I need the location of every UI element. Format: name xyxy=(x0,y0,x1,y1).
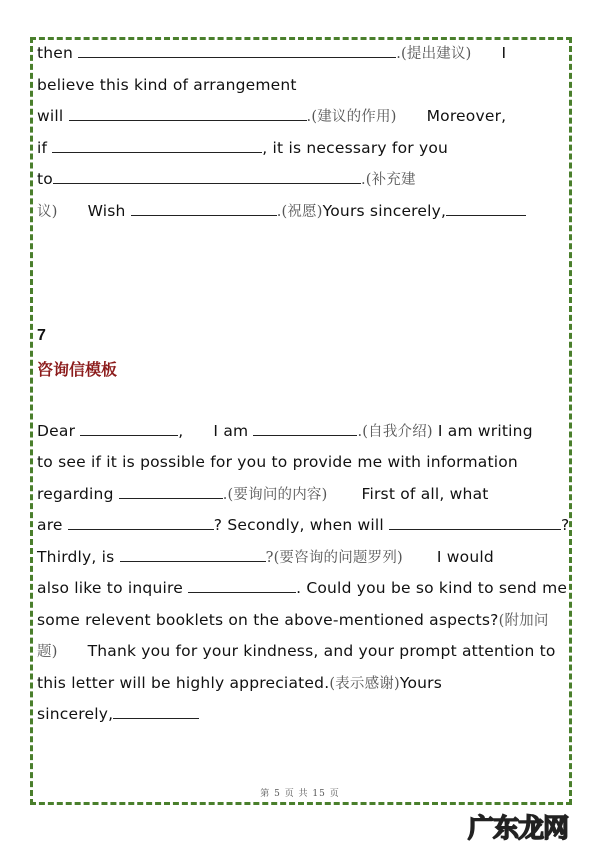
text-line xyxy=(37,201,526,222)
signature-blank[interactable] xyxy=(113,704,199,719)
blank-field[interactable] xyxy=(131,201,277,216)
blank-field[interactable] xyxy=(68,515,214,530)
blank-field[interactable] xyxy=(119,484,223,499)
text: then xyxy=(37,44,79,62)
blank-field[interactable] xyxy=(53,169,361,184)
text: I am xyxy=(213,422,254,440)
text: this letter will be highly appreciated. xyxy=(37,674,330,692)
text-line xyxy=(37,75,297,95)
blank-field[interactable] xyxy=(120,547,266,562)
text-line xyxy=(37,43,506,64)
blank-field[interactable] xyxy=(188,578,296,593)
text: I would xyxy=(436,548,494,566)
text: Yours sincerely, xyxy=(322,202,447,220)
chinese-hint: .(补充建 xyxy=(360,172,416,188)
chinese-hint: 议) xyxy=(37,204,58,220)
text: First of all, what xyxy=(361,485,489,503)
chinese-hint: .(要询问的内容) xyxy=(222,487,328,503)
chinese-hint: (附加问 xyxy=(498,613,549,629)
text-line xyxy=(37,452,518,472)
text: Moreover, xyxy=(426,107,507,125)
text-line xyxy=(37,547,494,568)
text: to xyxy=(37,170,53,188)
blank-field[interactable] xyxy=(389,515,561,530)
chinese-hint: .(祝愿) xyxy=(276,204,323,220)
text: Dear xyxy=(37,422,81,440)
text: , xyxy=(178,422,184,440)
text-line xyxy=(37,673,442,694)
watermark-logo: 广东龙网 xyxy=(468,814,569,844)
chinese-hint: 题) xyxy=(37,644,58,660)
signature-blank[interactable] xyxy=(446,201,526,216)
text-line xyxy=(37,106,506,127)
text-line xyxy=(37,704,199,724)
text-line xyxy=(37,421,533,442)
text: to see if it is possible for you to provide me with information xyxy=(37,453,518,471)
text: are xyxy=(37,516,68,534)
chinese-hint: ?(要咨询的问题罗列) xyxy=(265,550,403,566)
text: Wish xyxy=(87,202,131,220)
text-line xyxy=(37,484,489,505)
text: Thirdly, is xyxy=(37,548,120,566)
text-line xyxy=(37,138,448,158)
text: believe this kind of arrangement xyxy=(37,76,297,94)
text: will xyxy=(37,107,69,125)
text: some relevent booklets on the above-mentioned aspects? xyxy=(37,611,499,629)
text: also like to inquire xyxy=(37,579,189,597)
text: I xyxy=(501,44,507,62)
text: regarding xyxy=(37,485,119,503)
blank-field[interactable] xyxy=(78,43,396,58)
chinese-hint: .(提出建议) xyxy=(396,46,472,62)
text: . Could you be so kind to send me xyxy=(296,579,568,597)
blank-field[interactable] xyxy=(69,106,307,121)
text: Yours xyxy=(399,674,443,692)
chinese-hint: (表示感谢) xyxy=(329,676,400,692)
text-line xyxy=(37,641,556,662)
text-line xyxy=(37,578,567,598)
section-title: 咨询信模板 xyxy=(37,360,118,379)
text: ? xyxy=(561,516,570,534)
text-line xyxy=(37,515,569,535)
text: I am writing xyxy=(432,422,533,440)
chinese-hint: .(自我介绍) xyxy=(357,424,433,440)
blank-field[interactable] xyxy=(52,138,262,153)
chinese-hint: .(建议的作用) xyxy=(306,109,397,125)
section-number: 7 xyxy=(37,327,46,344)
text-line xyxy=(37,610,549,631)
text: , it is necessary for you xyxy=(262,139,449,157)
text-line xyxy=(37,169,416,190)
blank-field[interactable] xyxy=(80,421,178,436)
page-footer: 第 5 页 共 15 页 xyxy=(260,789,340,799)
text: Thank you for your kindness, and your prompt attention to xyxy=(87,642,556,660)
text: sincerely, xyxy=(37,705,114,723)
text: if xyxy=(37,139,53,157)
blank-field[interactable] xyxy=(253,421,357,436)
text: ? Secondly, when will xyxy=(213,516,390,534)
